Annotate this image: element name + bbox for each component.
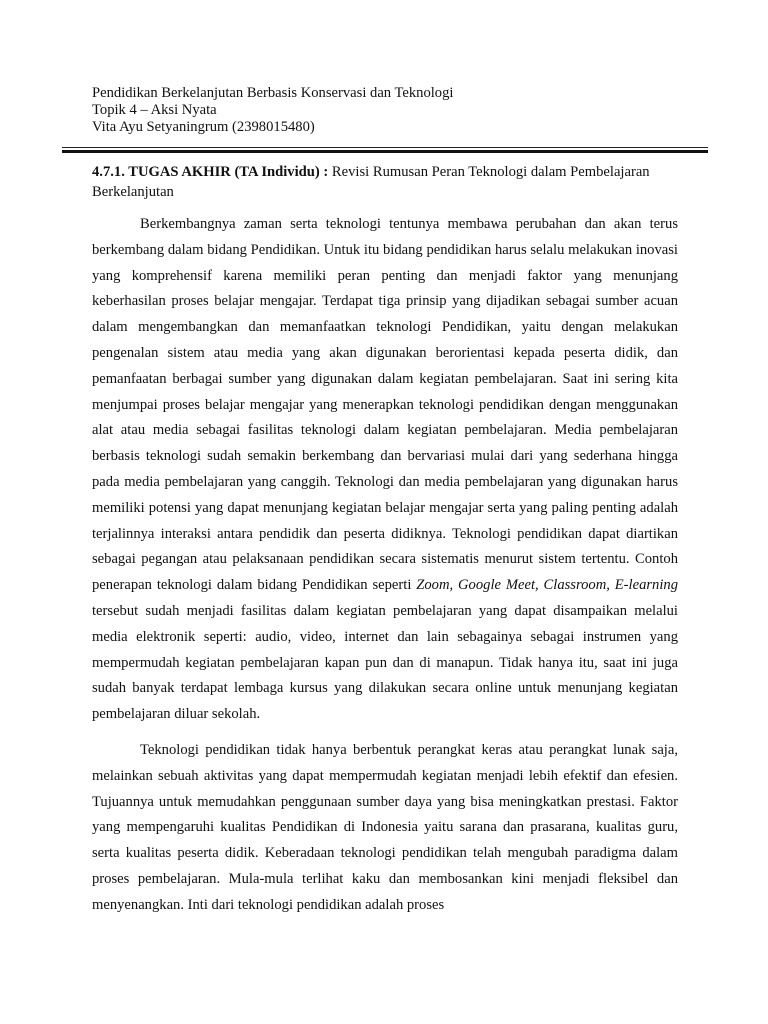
header-divider xyxy=(62,147,708,153)
paragraph-1-text-a: Berkembangnya zaman serta teknologi tentunya membawa perubahan dan akan terus berkembang dalam bidang Pendidikan. Untuk itu bidang pendidikan harus selalu melakukan inovasi yang komprehensif karena memiliki peran penting dan menjadi faktor yang menunjang keberhasilan proses belajar mengajar. Terdapat tiga prinsip yang dijadikan sebagai sumber acuan dalam mengembangkan dan memanfaatkan teknologi Pendidikan, yaitu dengan melakukan pengenalan sistem atau media yang akan digunakan berorientasi kepada peserta didik, dan pemanfaatan berbagai sumber yang digunakan dalam kegiatan pembelajaran. Saat ini sering kita menjumpai proses belajar mengajar yang menerapkan teknologi pendidikan dengan menggunakan alat atau media sebagai fasilitas teknologi dalam kegiatan pembelajaran. Media pembelajaran berbasis teknologi sudah semakin berkembang dan bervariasi mulai dari yang sederhana hingga pada media pembelajaran yang canggih. Teknologi dan media pembelajaran yang digunakan harus memiliki potensi yang dapat menunjang kegiatan belajar mengajar serta yang paling penting adalah terjalinnya interaksi antara pendidik dan peserta didiknya. Teknologi pendidikan dapat diartikan sebagai pegangan atau pelaksanaan pendidikan secara sistematis menurut sistem tertentu. Contoh penerapan teknologi dalam bidang Pendidikan seperti xyxy=(92,216,678,594)
paragraph-1-italic-tools: Zoom, Google Meet, Classroom, E-learning xyxy=(416,577,678,594)
document-header xyxy=(92,85,678,136)
course-title: Pendidikan Berkelanjutan Berbasis Konservasi dan Teknologi xyxy=(92,85,454,101)
document-body xyxy=(92,162,678,919)
section-title: Revisi Rumusan Peran Teknologi dalam Pembelajaran Berkelanjutan xyxy=(92,164,650,200)
paragraph-1-text-b: tersebut sudah menjadi fasilitas dalam kegiatan pembelajaran yang dapat disampaikan melalui media elektronik seperti: audio, video, internet dan lain sebagainya sebagai instrumen yang mempermudah kegiatan pembelajaran kapan pun dan di manapun. Tidak hanya itu, saat ini juga sudah banyak terdapat lembaga kursus yang dilakukan secara online untuk menunjang kegiatan pembelajaran diluar sekolah. xyxy=(92,602,678,723)
section-label: 4.7.1. TUGAS AKHIR (TA Individu) : xyxy=(92,164,329,180)
topic-line: Topik 4 – Aksi Nyata xyxy=(92,102,217,118)
paragraph-1 xyxy=(92,212,678,728)
section-heading xyxy=(92,162,678,202)
divider-thick-line xyxy=(62,150,708,153)
divider-thin-line xyxy=(62,147,708,148)
author-line: Vita Ayu Setyaningrum (2398015480) xyxy=(92,119,315,135)
paragraph-2: Teknologi pendidikan tidak hanya berbentuk perangkat keras atau perangkat lunak saja, melainkan sebuah aktivitas yang dapat mempermudah kegiatan menjadi lebih efektif dan efesien. Tujuannya untuk memudahkan penggunaan sumber daya yang bisa meningkatkan prestasi. Faktor yang mempengaruhi kualitas Pendidikan di Indonesia yaitu sarana dan prasarana, kualitas guru, serta kualitas peserta didik. Keberadaan teknologi pendidikan telah mengubah paradigma dalam proses pembelajaran. Mula-mula terlihat kaku dan membosankan kini menjadi fleksibel dan menyenangkan. Inti dari teknologi pendidikan adalah proses xyxy=(92,741,678,913)
